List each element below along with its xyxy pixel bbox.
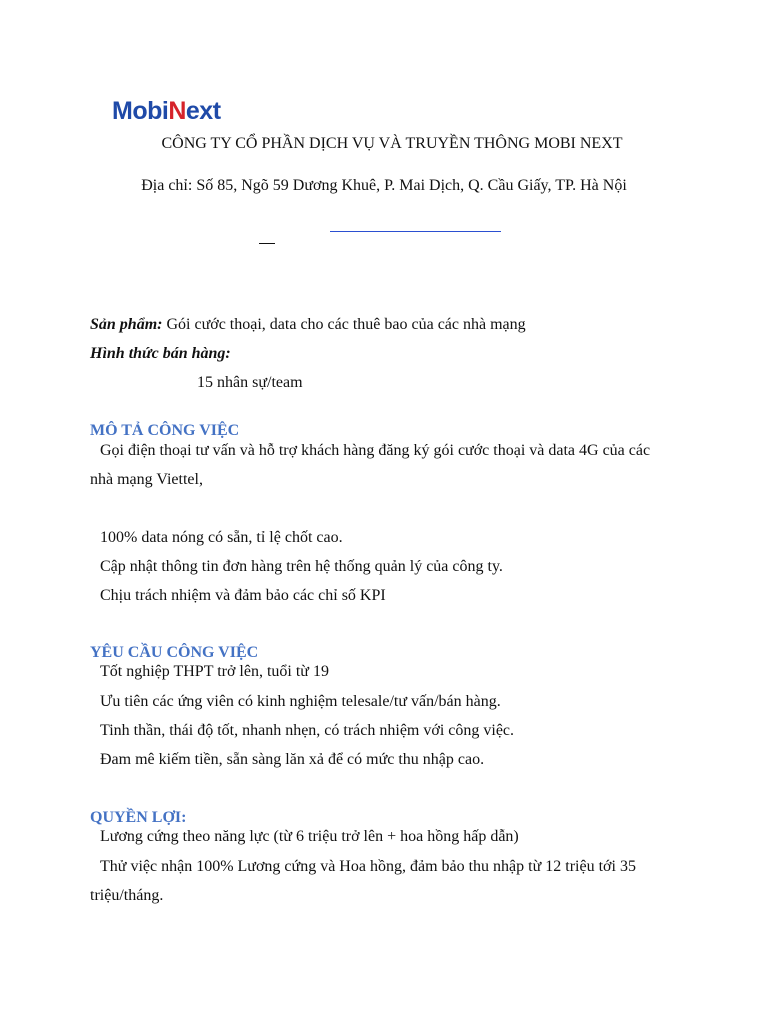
benefit-line: triệu/tháng. — [90, 887, 164, 904]
job-description-line: Cập nhật thông tin đơn hàng trên hệ thống quản lý của công ty. — [100, 558, 503, 575]
team-size: 15 nhân sự/team — [197, 374, 303, 391]
product-line — [90, 315, 526, 335]
job-description-line: 100% data nóng có sẵn, tỉ lệ chốt cao. — [100, 529, 343, 546]
requirement-line: Đam mê kiếm tiền, sẵn sàng lăn xả để có mức thu nhập cao. — [100, 751, 485, 768]
dash-line — [259, 243, 275, 244]
logo-part-n: N — [168, 97, 186, 125]
job-description-line: Chịu trách nhiệm và đảm bảo các chỉ số KPI — [100, 587, 386, 604]
company-logo — [112, 96, 221, 126]
company-address: Địa chỉ: Số 85, Ngõ 59 Dương Khuê, P. Mai Dịch, Q. Cầu Giấy, TP. Hà Nội — [141, 177, 627, 194]
product-label: Sản phẩm: — [90, 316, 163, 333]
company-name: CÔNG TY CỔ PHẦN DỊCH VỤ VÀ TRUYỀN THÔNG MOBI NEXT — [161, 135, 623, 152]
logo-part-mobi: Mobi — [112, 97, 169, 125]
requirement-line: Tốt nghiệp THPT trở lên, tuổi từ 19 — [100, 663, 329, 680]
job-description-line: nhà mạng Viettel, — [90, 471, 203, 488]
benefits-heading: QUYỀN LỢI: — [90, 809, 187, 826]
benefit-line: Thử việc nhận 100% Lương cứng và Hoa hồng, đảm bảo thu nhập từ 12 triệu tới 35 — [100, 858, 636, 875]
sales-form-label: Hình thức bán hàng: — [90, 345, 231, 362]
job-description-line: Gọi điện thoại tư vấn và hỗ trợ khách hàng đăng ký gói cước thoại và data 4G của các — [100, 442, 651, 459]
requirement-line: Ưu tiên các ứng viên có kinh nghiệm telesale/tư vấn/bán hàng. — [100, 693, 501, 710]
job-description-heading: MÔ TẢ CÔNG VIỆC — [90, 422, 240, 439]
requirements-heading: YÊU CẦU CÔNG VIỆC — [90, 644, 259, 661]
requirement-line: Tinh thần, thái độ tốt, nhanh nhẹn, có trách nhiệm với công việc. — [100, 722, 515, 739]
hyperlink-underline[interactable] — [330, 231, 501, 232]
product-value: Gói cước thoại, data cho các thuê bao của các nhà mạng — [162, 316, 526, 333]
benefit-line: Lương cứng theo năng lực (từ 6 triệu trở lên + hoa hồng hấp dẫn) — [100, 828, 519, 845]
logo-part-ext: ext — [185, 97, 221, 125]
